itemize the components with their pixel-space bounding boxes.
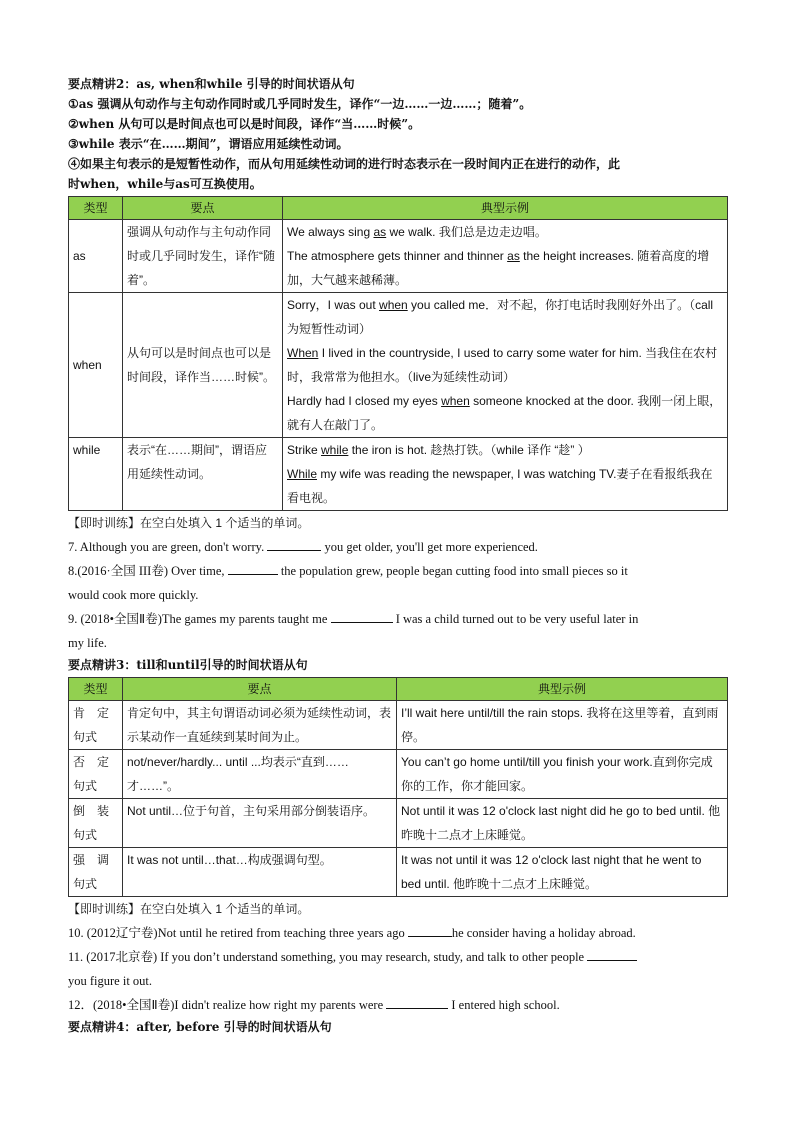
- point-cell: not/never/hardly... until ...均表示“直到……才……”。: [123, 750, 397, 799]
- exercise-title-2: 【即时训练】在空白处填入 1 个适当的单词。: [68, 902, 310, 916]
- table-header-row: [69, 678, 728, 701]
- point-4b: 时when，while与as可互换使用。: [68, 177, 262, 191]
- point-4a: ④如果主句表示的是短暂性动作，而从句用延续性动词的进行时态表示在一段时间内正在进行的动作，此: [68, 157, 621, 171]
- header-type: 类型: [69, 197, 123, 220]
- point-cell: It was not until…that…构成强调句型。: [123, 848, 397, 897]
- header-example: 典型示例: [397, 678, 728, 701]
- example-cell: You can’t go home until/till you finish your work.直到你完成你的工作，你才能回家。: [397, 750, 728, 799]
- exercise-title-1: 【即时训练】在空白处填入 1 个适当的单词。: [68, 516, 310, 530]
- example-cell: We always sing as we walk. 我们总是边走边唱。 The atmosphere gets thinner and thinner as the height increases. 随着高度的增加，大气越来越稀薄。: [283, 220, 728, 293]
- type-cell: 肯 定句式: [69, 701, 123, 750]
- example-cell: I’ll wait here until/till the rain stops. 我将在这里等着，直到雨停。: [397, 701, 728, 750]
- point-2: ②when 从句可以是时间点也可以是时间段，译作“当……时候”。: [68, 117, 421, 131]
- as-when-while-table: [68, 196, 728, 511]
- question-7: 7. Although you are green, don't worry. you get older, you'll get more experienced.: [68, 540, 538, 554]
- question-8: 8.(2016·全国 III卷) Over time, the population grew, people began cutting food into small pieces so it: [68, 564, 628, 578]
- till-until-table: [68, 677, 728, 897]
- table-row: [69, 438, 728, 511]
- question-9-cont: my life.: [68, 636, 107, 650]
- example-cell: Not until it was 12 o'clock last night did he go to bed until. 他昨晚十二点才上床睡觉。: [397, 799, 728, 848]
- table-row: [69, 293, 728, 438]
- table-row: [69, 848, 728, 897]
- table-row: [69, 799, 728, 848]
- type-cell: while: [69, 438, 123, 511]
- point-cell: Not until…位于句首，主句采用部分倒装语序。: [123, 799, 397, 848]
- header-point: 要点: [123, 678, 397, 701]
- question-11: 11. (2017北京卷) If you don’t understand something, you may research, study, and talk to other people: [68, 945, 728, 969]
- example-cell: Sorry，I was out when you called me．对不起，你打电话时我刚好外出了。（call为短暂性动词） When I lived in the countryside, I used to carry some water for him. 当我住在农村时，我常常为他担水。（live为延续性动词） Hardly had I closed my eyes when someone knocked at the door. 我刚一闭上眼，就有人在敲门了。: [283, 293, 728, 438]
- type-cell: 否 定句式: [69, 750, 123, 799]
- document-page: [68, 72, 728, 1037]
- question-12: 12．(2018•全国Ⅱ卷)I didn't realize how right my parents were I entered high school.: [68, 998, 560, 1012]
- point-cell: 肯定句中，其主句谓语动词必须为延续性动词，表示某动作一直延续到某时间为止。: [123, 701, 397, 750]
- header-point: 要点: [123, 197, 283, 220]
- point-cell: 表示“在……期间”，谓语应用延续性动词。: [123, 438, 283, 511]
- example-cell: Strike while the iron is hot. 趁热打铁。（while 译作 “趁” ） While my wife was reading the newspaper, I was watching TV.妻子在看报纸我在看电视。: [283, 438, 728, 511]
- section-heading-2: 要点精讲2：as, when和while 引导的时间状语从句: [68, 77, 355, 91]
- table-row: [69, 750, 728, 799]
- example-cell: It was not until it was 12 o'clock last night that he went to bed until. 他昨晚十二点才上床睡觉。: [397, 848, 728, 897]
- question-11-cont: you figure it out.: [68, 974, 153, 988]
- type-cell: 强 调句式: [69, 848, 123, 897]
- table-header-row: [69, 197, 728, 220]
- point-cell: 强调从句动作与主句动作同时或几乎同时发生，译作“随着”。: [123, 220, 283, 293]
- type-cell: when: [69, 293, 123, 438]
- table-row: [69, 701, 728, 750]
- question-10: 10. (2012辽宁卷)Not until he retired from teaching three years ago he consider having a holiday abroad.: [68, 926, 636, 940]
- point-cell: 从句可以是时间点也可以是时间段，译作当……时候”。: [123, 293, 283, 438]
- type-cell: as: [69, 220, 123, 293]
- question-8-cont: would cook more quickly.: [68, 588, 199, 602]
- point-1: ①as 强调从句动作与主句动作同时或几乎同时发生，译作“一边……一边……；随着”。: [68, 97, 532, 111]
- point-3: ③while 表示“在……期间”，谓语应用延续性动词。: [68, 137, 349, 151]
- type-cell: 倒 装句式: [69, 799, 123, 848]
- table-row: [69, 220, 728, 293]
- header-type: 类型: [69, 678, 123, 701]
- question-9: 9. (2018•全国Ⅱ卷)The games my parents taught me I was a child turned out to be very useful later in: [68, 612, 639, 626]
- header-example: 典型示例: [283, 197, 728, 220]
- section-heading-4: 要点精讲4：after, before 引导的时间状语从句: [68, 1020, 332, 1034]
- section-heading-3: 要点精讲3：till和until引导的时间状语从句: [68, 658, 308, 672]
